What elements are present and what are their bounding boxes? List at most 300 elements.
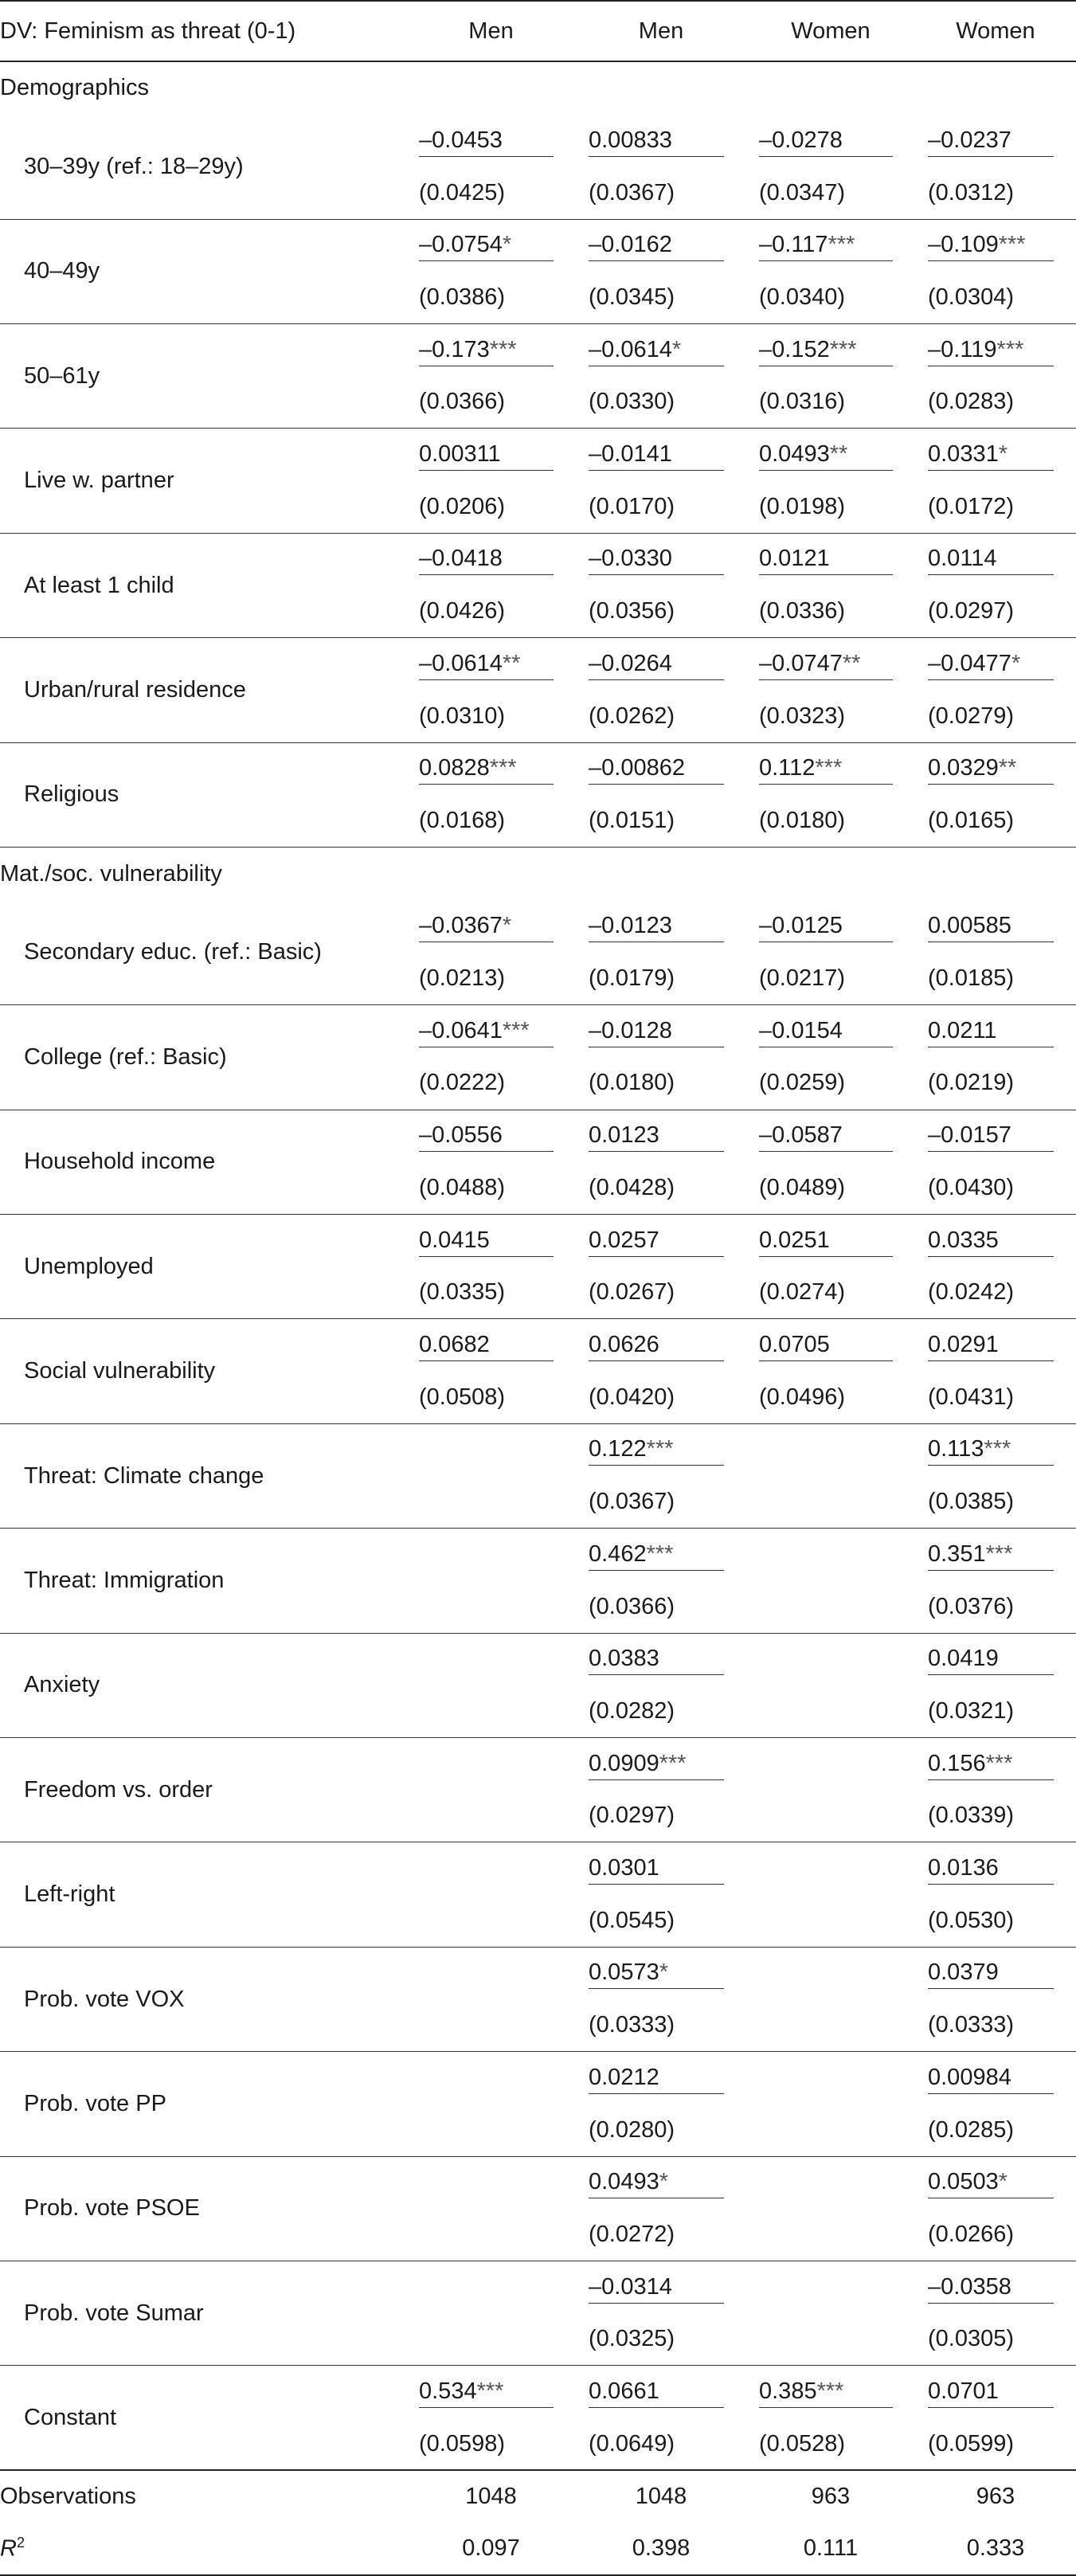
empty-cell <box>406 1580 576 1633</box>
coefficient-value: 0.0419 <box>928 1646 999 1672</box>
coefficient-cell <box>915 219 1076 272</box>
coefficient-cell <box>576 115 746 167</box>
coefficient-value-wrap <box>589 335 724 366</box>
variable-label: College (ref.: Basic) <box>0 1005 406 1110</box>
coefficient-cell <box>915 2366 1076 2418</box>
coefficient-cell <box>915 1529 1076 1581</box>
coefficient-value: 0.0257 <box>589 1227 659 1253</box>
coefficient-value-wrap <box>419 648 554 680</box>
standard-error-cell: (0.0345) <box>576 272 746 324</box>
coefficient-value-wrap <box>928 1643 1054 1675</box>
coefficient-value-wrap <box>928 1016 1054 1047</box>
coefficient-value-wrap <box>589 2167 724 2198</box>
coefficient-cell <box>915 115 1076 167</box>
significance-stars: * <box>671 336 682 362</box>
coefficient-value: –0.0614 <box>589 336 672 362</box>
coefficient-value-wrap <box>419 1120 554 1152</box>
standard-error-cell: (0.0185) <box>915 953 1076 1005</box>
coefficient-value-wrap <box>589 1748 724 1780</box>
r-squared-value: 0.398 <box>576 2523 746 2575</box>
coefficient-cell <box>915 1738 1076 1791</box>
significance-stars: * <box>659 2169 668 2195</box>
coefficient-value: –0.109 <box>928 232 999 258</box>
variable-label: Religious <box>0 742 406 847</box>
variable-label: Threat: Immigration <box>0 1529 406 1633</box>
coefficient-value: 0.0573 <box>589 1959 659 1986</box>
coefficient-row <box>0 1005 1076 1058</box>
coefficient-value: –0.117 <box>759 232 828 258</box>
coefficient-cell <box>915 1215 1076 1267</box>
standard-error-cell: (0.0347) <box>746 166 915 219</box>
significance-stars: *** <box>985 1541 1013 1567</box>
empty-cell <box>746 1633 915 1685</box>
coefficient-cell <box>915 2052 1076 2104</box>
coefficient-row <box>0 1423 1076 1476</box>
significance-stars: * <box>1011 650 1021 676</box>
coefficient-value-wrap <box>589 543 724 575</box>
coefficient-cell <box>915 1947 1076 1999</box>
empty-cell <box>406 1947 576 1999</box>
coefficient-cell <box>576 1423 746 1476</box>
standard-error-cell: (0.0297) <box>915 585 1076 638</box>
coefficient-value: 0.0331 <box>928 441 999 468</box>
variable-label: At least 1 child <box>0 533 406 637</box>
coefficient-cell <box>746 1215 915 1267</box>
variable-label: Urban/rural residence <box>0 638 406 742</box>
standard-error-cell: (0.0304) <box>915 272 1076 324</box>
standard-error-cell: (0.0267) <box>576 1266 746 1319</box>
standard-error-cell: (0.0366) <box>576 1580 746 1633</box>
empty-cell <box>746 1476 915 1529</box>
coefficient-row <box>0 1738 1076 1791</box>
coefficient-value-wrap <box>419 335 554 366</box>
coefficient-value: –0.173 <box>419 336 490 362</box>
coefficient-cell <box>406 1005 576 1058</box>
coefficient-value-wrap <box>928 753 1054 785</box>
coefficient-value: 0.0123 <box>589 1122 659 1149</box>
standard-error-cell: (0.0321) <box>915 1685 1076 1738</box>
coefficient-cell <box>576 2052 746 2104</box>
coefficient-value-wrap <box>419 1329 554 1361</box>
variable-label: Threat: Climate change <box>0 1423 406 1528</box>
coefficient-cell <box>576 1529 746 1581</box>
coefficient-row <box>0 1319 1076 1372</box>
coefficient-value-wrap <box>419 1016 554 1047</box>
coefficient-value: –0.0367 <box>419 913 503 939</box>
coefficient-value: 0.156 <box>928 1750 986 1776</box>
coefficient-value: –0.00862 <box>589 755 685 781</box>
coefficient-value-wrap <box>928 1225 1054 1257</box>
coefficient-value: –0.0141 <box>589 441 672 468</box>
standard-error-cell: (0.0488) <box>406 1162 576 1215</box>
empty-cell <box>746 1529 915 1581</box>
standard-error-cell: (0.0340) <box>746 272 915 324</box>
coefficient-value-wrap <box>589 1957 724 1989</box>
significance-stars: * <box>502 232 512 258</box>
significance-stars: *** <box>829 336 857 362</box>
coefficient-cell <box>576 533 746 585</box>
observations-value: 963 <box>746 2470 915 2523</box>
empty-cell <box>406 2052 576 2104</box>
coefficient-cell <box>576 638 746 691</box>
coefficient-cell <box>406 742 576 795</box>
coefficient-value: –0.0754 <box>419 232 503 258</box>
r-squared-value: 0.111 <box>746 2523 915 2575</box>
significance-stars: * <box>502 913 512 939</box>
coefficient-value-wrap <box>589 1329 724 1361</box>
coefficient-value: –0.0125 <box>759 913 843 939</box>
coefficient-value: –0.0157 <box>928 1122 1011 1149</box>
standard-error-cell: (0.0528) <box>746 2418 915 2471</box>
coefficient-value: 0.0828 <box>419 755 490 781</box>
coefficient-value-wrap <box>928 125 1054 157</box>
significance-stars: *** <box>659 1750 687 1776</box>
standard-error-cell: (0.0213) <box>406 953 576 1005</box>
coefficient-cell <box>915 900 1076 953</box>
standard-error-cell: (0.0649) <box>576 2418 746 2471</box>
coefficient-value: 0.0909 <box>589 1750 659 1776</box>
coefficient-value-wrap <box>928 229 1054 261</box>
coefficient-value-wrap <box>928 1434 1054 1466</box>
coefficient-cell <box>406 1215 576 1267</box>
standard-error-cell: (0.0376) <box>915 1580 1076 1633</box>
standard-error-cell: (0.0266) <box>915 2209 1076 2261</box>
significance-stars: *** <box>998 232 1026 258</box>
coefficient-value: 0.0121 <box>759 546 830 572</box>
column-header: Women <box>915 1 1076 61</box>
standard-error-cell: (0.0168) <box>406 795 576 848</box>
empty-cell <box>406 2313 576 2366</box>
table-header-row <box>0 1 1076 61</box>
coefficient-value-wrap <box>589 439 724 471</box>
column-header: Women <box>746 1 915 61</box>
empty-cell <box>406 1790 576 1842</box>
empty-cell <box>746 2104 915 2156</box>
variable-label: Anxiety <box>0 1633 406 1737</box>
coefficient-value: –0.152 <box>759 336 830 362</box>
coefficient-value: 0.534 <box>419 2378 477 2405</box>
coefficient-value-wrap <box>419 229 554 261</box>
coefficient-cell <box>915 1423 1076 1476</box>
coefficient-value-wrap <box>589 753 724 785</box>
coefficient-row <box>0 219 1076 272</box>
empty-cell <box>406 1738 576 1791</box>
coefficient-value: –0.0358 <box>928 2273 1011 2300</box>
coefficient-cell <box>915 533 1076 585</box>
coefficient-value-wrap <box>759 648 893 680</box>
coefficient-value: –0.0614 <box>419 650 503 676</box>
standard-error-cell: (0.0385) <box>915 1476 1076 1529</box>
empty-cell <box>406 2261 576 2314</box>
coefficient-row <box>0 324 1076 377</box>
coefficient-value: 0.351 <box>928 1541 986 1567</box>
empty-cell <box>746 2052 915 2104</box>
standard-error-cell: (0.0530) <box>915 1895 1076 1948</box>
coefficient-cell <box>915 2261 1076 2314</box>
coefficient-row <box>0 2156 1076 2209</box>
coefficient-cell <box>576 742 746 795</box>
coefficient-value: –0.0314 <box>589 2273 672 2300</box>
standard-error-cell: (0.0310) <box>406 690 576 742</box>
coefficient-cell <box>915 1319 1076 1372</box>
coefficient-cell <box>915 1005 1076 1058</box>
standard-error-cell: (0.0599) <box>915 2418 1076 2471</box>
coefficient-cell <box>576 1947 746 1999</box>
standard-error-cell: (0.0425) <box>406 166 576 219</box>
standard-error-cell: (0.0180) <box>746 795 915 848</box>
coefficient-cell <box>915 638 1076 691</box>
coefficient-value-wrap <box>759 335 893 366</box>
standard-error-cell: (0.0336) <box>746 585 915 638</box>
coefficient-value-wrap <box>589 648 724 680</box>
variable-label: Prob. vote Sumar <box>0 2261 406 2366</box>
significance-stars: ** <box>842 650 861 676</box>
standard-error-cell: (0.0330) <box>576 376 746 429</box>
standard-error-cell: (0.0219) <box>915 1057 1076 1110</box>
coefficient-value: 0.0251 <box>759 1227 830 1253</box>
standard-error-cell: (0.0367) <box>576 166 746 219</box>
coefficient-cell <box>746 429 915 481</box>
coefficient-value: –0.119 <box>928 336 997 362</box>
r-squared-label <box>0 2523 406 2575</box>
coefficient-value: 0.385 <box>759 2378 817 2405</box>
coefficient-value-wrap <box>589 229 724 261</box>
standard-error-cell: (0.0206) <box>406 481 576 534</box>
coefficient-value-wrap <box>928 1120 1054 1152</box>
coefficient-value-wrap <box>928 2167 1054 2198</box>
empty-cell <box>746 1999 915 2052</box>
coefficient-value-wrap <box>759 1120 893 1152</box>
coefficient-row <box>0 2052 1076 2104</box>
table-body <box>0 61 1076 2575</box>
coefficient-row <box>0 2261 1076 2314</box>
coefficient-cell <box>915 1633 1076 1685</box>
variable-label: Prob. vote VOX <box>0 1947 406 2051</box>
standard-error-cell: (0.0170) <box>576 481 746 534</box>
significance-stars: *** <box>984 1436 1011 1462</box>
coefficient-value: –0.0453 <box>419 127 503 153</box>
empty-cell <box>746 2313 915 2366</box>
standard-error-cell: (0.0316) <box>746 376 915 429</box>
coefficient-value-wrap <box>419 753 554 785</box>
coefficient-value: 0.0211 <box>928 1017 997 1043</box>
empty-cell <box>746 1895 915 1948</box>
coefficient-value: 0.0682 <box>419 1332 490 1357</box>
coefficient-cell <box>576 1633 746 1685</box>
standard-error-cell: (0.0386) <box>406 272 576 324</box>
standard-error-cell: (0.0489) <box>746 1162 915 1215</box>
coefficient-value: 0.0661 <box>589 2378 659 2405</box>
significance-stars: *** <box>996 336 1024 362</box>
coefficient-value: –0.0477 <box>928 650 1011 676</box>
section-title: Demographics <box>0 75 149 101</box>
coefficient-value: 0.0705 <box>759 1332 830 1357</box>
coefficient-cell <box>746 900 915 953</box>
standard-error-cell: (0.0259) <box>746 1057 915 1110</box>
coefficient-value: 0.112 <box>759 755 816 781</box>
standard-error-cell: (0.0282) <box>576 1685 746 1738</box>
significance-stars: *** <box>489 755 517 781</box>
coefficient-value-wrap <box>589 125 724 157</box>
standard-error-cell: (0.0274) <box>746 1266 915 1319</box>
significance-stars: ** <box>829 441 848 468</box>
coefficient-value-wrap <box>419 439 554 471</box>
significance-stars: *** <box>646 1541 674 1567</box>
coefficient-value-wrap <box>589 2272 724 2304</box>
coefficient-cell <box>406 115 576 167</box>
coefficient-value: 0.113 <box>928 1436 984 1462</box>
significance-stars: * <box>998 441 1008 468</box>
column-header: Men <box>576 1 746 61</box>
r-squared-superscript: 2 <box>16 2535 25 2551</box>
coefficient-row <box>0 533 1076 585</box>
coefficient-cell <box>576 2261 746 2314</box>
standard-error-cell: (0.0598) <box>406 2418 576 2471</box>
variable-label: Prob. vote PP <box>0 2052 406 2156</box>
coefficient-value-wrap <box>928 1957 1054 1989</box>
coefficient-value-wrap <box>928 910 1054 942</box>
significance-stars: *** <box>816 2378 844 2405</box>
coefficient-row <box>0 1842 1076 1895</box>
coefficient-value-wrap <box>928 648 1054 680</box>
coefficient-value-wrap <box>928 335 1054 366</box>
observations-value: 963 <box>915 2470 1076 2523</box>
coefficient-value: 0.0701 <box>928 2378 999 2405</box>
empty-cell <box>746 1738 915 1791</box>
coefficient-cell <box>576 1842 746 1895</box>
empty-cell <box>406 1895 576 1948</box>
coefficient-value-wrap <box>589 1643 724 1675</box>
standard-error-cell: (0.0545) <box>576 1895 746 1948</box>
r-squared-row <box>0 2523 1076 2575</box>
standard-error-cell: (0.0222) <box>406 1057 576 1110</box>
coefficient-cell <box>576 1319 746 1372</box>
empty-cell <box>746 1790 915 1842</box>
coefficient-value-wrap <box>419 1225 554 1257</box>
significance-stars: *** <box>476 2378 504 2405</box>
coefficient-cell <box>576 324 746 377</box>
empty-cell <box>746 1947 915 1999</box>
coefficient-value-wrap <box>759 2376 893 2408</box>
empty-cell <box>406 1842 576 1895</box>
coefficient-row <box>0 1110 1076 1162</box>
coefficient-cell <box>406 638 576 691</box>
coefficient-value-wrap <box>928 2272 1054 2304</box>
coefficient-value: 0.0291 <box>928 1332 999 1357</box>
coefficient-row <box>0 429 1076 481</box>
section-header-row <box>0 848 1076 901</box>
standard-error-cell: (0.0325) <box>576 2313 746 2366</box>
standard-error-cell: (0.0180) <box>576 1057 746 1110</box>
coefficient-cell <box>576 1738 746 1791</box>
standard-error-cell: (0.0262) <box>576 690 746 742</box>
significance-stars: ** <box>998 755 1017 781</box>
coefficient-row <box>0 115 1076 167</box>
standard-error-cell: (0.0297) <box>576 1790 746 1842</box>
coefficient-value: 0.0329 <box>928 755 999 781</box>
significance-stars: * <box>659 1959 668 1986</box>
empty-cell <box>406 1685 576 1738</box>
coefficient-cell <box>746 1110 915 1162</box>
coefficient-cell <box>576 219 746 272</box>
coefficient-value: –0.0747 <box>759 650 843 676</box>
column-header: Men <box>406 1 576 61</box>
standard-error-cell: (0.0272) <box>576 2209 746 2261</box>
coefficient-value-wrap <box>589 2376 724 2408</box>
coefficient-cell <box>406 900 576 953</box>
coefficient-cell <box>915 1110 1076 1162</box>
significance-stars: * <box>998 2169 1008 2195</box>
coefficient-cell <box>915 1842 1076 1895</box>
significance-stars: *** <box>489 336 517 362</box>
variable-label: Prob. vote PSOE <box>0 2156 406 2261</box>
coefficient-value-wrap <box>419 125 554 157</box>
coefficient-value-wrap <box>759 125 893 157</box>
variable-label: 40–49y <box>0 219 406 323</box>
empty-cell <box>406 1633 576 1685</box>
standard-error-cell: (0.0333) <box>576 1999 746 2052</box>
coefficient-cell <box>576 2366 746 2418</box>
empty-cell <box>746 2209 915 2261</box>
r-squared-value: 0.333 <box>915 2523 1076 2575</box>
coefficient-cell <box>746 219 915 272</box>
coefficient-cell <box>576 1005 746 1058</box>
coefficient-value: –0.0330 <box>589 546 672 572</box>
coefficient-cell <box>746 2366 915 2418</box>
variable-label: Constant <box>0 2366 406 2470</box>
coefficient-cell <box>746 533 915 585</box>
standard-error-cell: (0.0179) <box>576 953 746 1005</box>
standard-error-cell: (0.0335) <box>406 1266 576 1319</box>
coefficient-cell <box>746 1005 915 1058</box>
observations-value: 1048 <box>406 2470 576 2523</box>
standard-error-cell: (0.0198) <box>746 481 915 534</box>
coefficient-value-wrap <box>419 910 554 942</box>
standard-error-cell: (0.0217) <box>746 953 915 1005</box>
variable-label: Household income <box>0 1110 406 1214</box>
standard-error-cell: (0.0165) <box>915 795 1076 848</box>
variable-label: Unemployed <box>0 1215 406 1319</box>
section-title: Mat./soc. vulnerability <box>0 860 222 887</box>
coefficient-cell <box>915 742 1076 795</box>
coefficient-value: 0.00984 <box>928 2064 1011 2090</box>
variable-label: Left-right <box>0 1842 406 1947</box>
coefficient-cell <box>746 324 915 377</box>
coefficient-cell <box>406 429 576 481</box>
coefficient-value-wrap <box>589 1434 724 1466</box>
coefficient-cell <box>406 1319 576 1372</box>
standard-error-cell: (0.0333) <box>915 1999 1076 2052</box>
empty-cell <box>406 1423 576 1476</box>
coefficient-row <box>0 900 1076 953</box>
coefficient-cell <box>576 1110 746 1162</box>
coefficient-value-wrap <box>589 1120 724 1152</box>
coefficient-row <box>0 742 1076 795</box>
coefficient-value-wrap <box>759 543 893 575</box>
coefficient-value: –0.0264 <box>589 650 672 676</box>
r-squared-letter: R <box>0 2535 17 2562</box>
empty-cell <box>746 2261 915 2314</box>
standard-error-cell: (0.0496) <box>746 1372 915 1424</box>
coefficient-value: 0.0493 <box>759 441 830 468</box>
standard-error-cell: (0.0430) <box>915 1162 1076 1215</box>
coefficient-value-wrap <box>589 2062 724 2094</box>
coefficient-cell <box>915 2156 1076 2209</box>
coefficient-value: –0.0556 <box>419 1122 503 1149</box>
coefficient-value: 0.122 <box>589 1436 647 1462</box>
standard-error-cell: (0.0420) <box>576 1372 746 1424</box>
empty-cell <box>746 1842 915 1895</box>
